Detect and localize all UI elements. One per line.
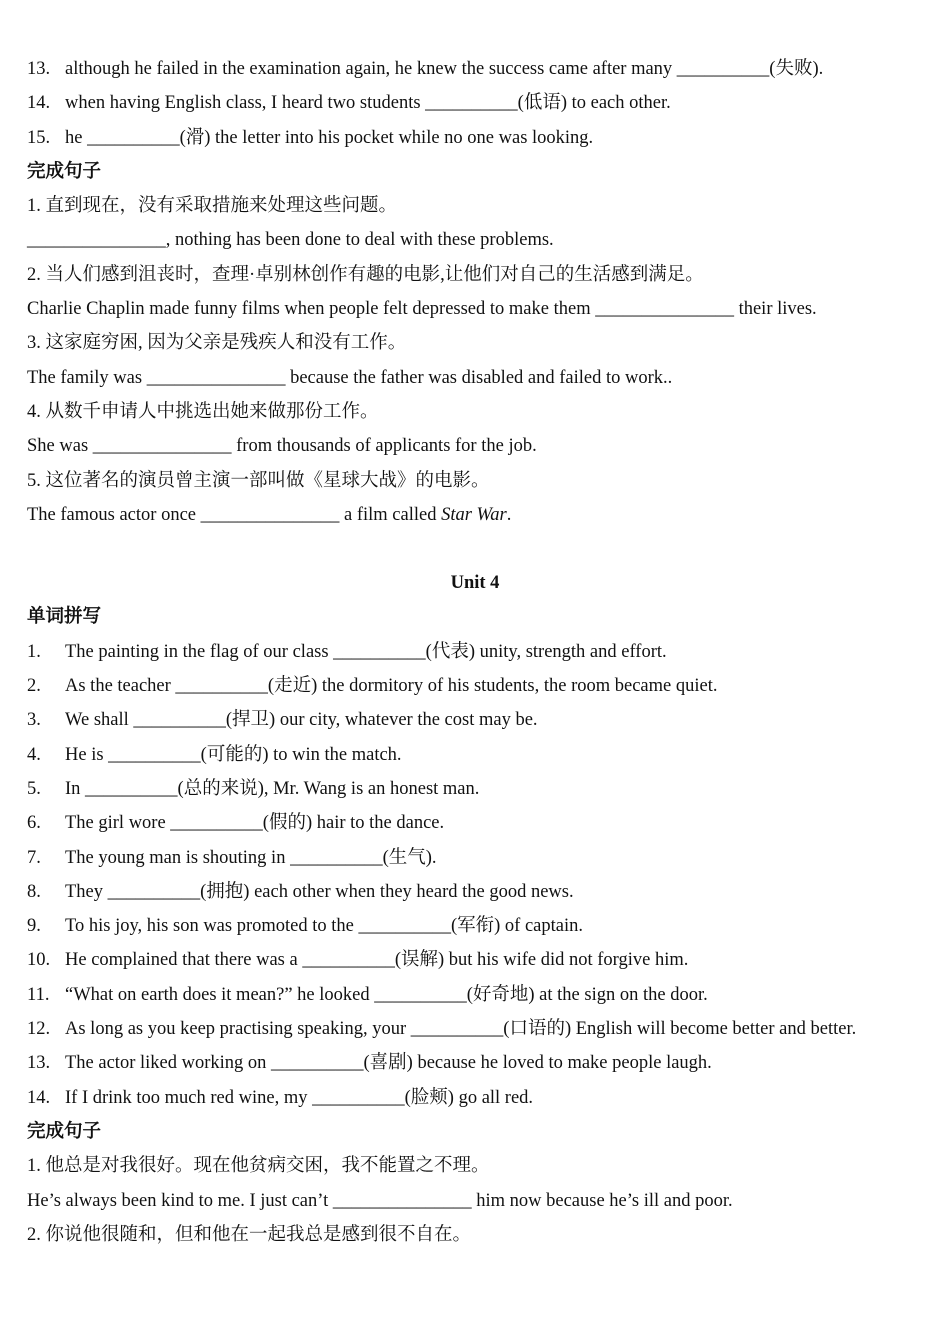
sentence-english: Charlie Chaplin made funny films when people felt depressed to make them _______________ their lives. [27, 299, 817, 320]
item-text: The painting in the flag of our class __________(代表) unity, strength and effort. [65, 641, 667, 662]
item-text: “What on earth does it mean?” he looked __________(好奇地) at the sign on the door. [65, 984, 708, 1005]
exercise-item [27, 52, 923, 86]
film-title: Star War [441, 504, 507, 525]
item-text: As the teacher __________(走近) the dormitory of his students, the room became quiet. [65, 676, 718, 697]
exercise-item [27, 1012, 923, 1046]
item-number: 15. [27, 127, 51, 148]
item-text: To his joy, his son was promoted to the __________(军衔) of captain. [65, 916, 584, 937]
exercise-item [27, 669, 923, 703]
exercise-item [27, 943, 923, 977]
unit-title: Unit 4 [450, 573, 500, 594]
item-number: 10. [27, 950, 51, 971]
item-number: 13. [27, 59, 51, 79]
item-number: 7. [27, 847, 41, 868]
sentence-english-prefix: The famous actor once _______________ a film called [27, 504, 442, 525]
exercise-item [27, 86, 923, 120]
item-text: As long as you keep practising speaking, your __________(口语的) English will become better and better. [65, 1019, 857, 1040]
item-text: The girl wore __________(假的) hair to the dance. [65, 813, 445, 834]
exercise-item [27, 909, 923, 943]
sentence-chinese: 3. 这家庭穷困, 因为父亲是残疾人和没有工作。 [27, 333, 407, 354]
exercise-item [27, 1081, 923, 1115]
item-number: 12. [27, 1019, 51, 1040]
item-text: The actor liked working on __________(喜剧) because he loved to make people laugh. [65, 1053, 712, 1074]
item-text: The young man is shouting in __________(生气). [65, 847, 437, 868]
sentence-english [27, 498, 923, 532]
item-text: We shall __________(捍卫) our city, whatever the cost may be. [65, 710, 538, 731]
section-heading-complete-sentences: 完成句子 [27, 161, 102, 182]
section-heading-word-spelling: 单词拼写 [27, 607, 102, 628]
sentence-chinese: 1. 他总是对我很好。现在他贫病交困，我不能置之不理。 [27, 1156, 490, 1177]
item-text: He complained that there was a __________(误解) but his wife did not forgive him. [65, 950, 689, 971]
exercise-item [27, 738, 923, 772]
sentence-english-suffix: . [506, 504, 512, 525]
section-heading-complete-sentences: 完成句子 [27, 1121, 102, 1142]
item-text: he __________(滑) the letter into his pocket while no one was looking. [65, 127, 594, 148]
item-text: They __________(拥抱) each other when they heard the good news. [65, 881, 574, 902]
exercise-item [27, 121, 923, 155]
item-number: 9. [27, 916, 41, 937]
item-text: when having English class, I heard two students __________(低语) to each other. [65, 93, 671, 114]
item-text: In __________(总的来说), Mr. Wang is an honest man. [65, 778, 480, 799]
sentence-english: _______________, nothing has been done to deal with these problems. [27, 230, 554, 251]
sentence-english: The family was _______________ because the father was disabled and failed to work.. [27, 367, 673, 388]
exercise-item [27, 635, 923, 669]
sentence-english: She was _______________ from thousands of applicants for the job. [27, 436, 537, 457]
item-number: 5. [27, 778, 41, 799]
item-number: 3. [27, 710, 41, 731]
item-number: 13. [27, 1053, 51, 1074]
exercise-item [27, 772, 923, 806]
item-number: 14. [27, 93, 51, 114]
item-text: If I drink too much red wine, my __________(脸颊) go all red. [65, 1087, 534, 1108]
exercise-item [27, 806, 923, 840]
item-number: 4. [27, 744, 41, 765]
exercise-item [27, 703, 923, 737]
exercise-item [27, 875, 923, 909]
sentence-chinese: 2. 当人们感到沮丧时，查理·卓别林创作有趣的电影,让他们对自己的生活感到满足。 [27, 264, 704, 285]
exercise-item [27, 841, 923, 875]
item-number: 11. [27, 984, 50, 1005]
sentence-english: He’s always been kind to me. I just can’t _______________ him now because he’s ill and poor. [27, 1190, 733, 1211]
sentence-chinese: 2. 你说他很随和，但和他在一起我总是感到很不自在。 [27, 1224, 472, 1245]
item-number: 8. [27, 881, 41, 902]
sentence-chinese: 5. 这位著名的演员曾主演一部叫做《星球大战》的电影。 [27, 470, 490, 491]
sentence-chinese: 1. 直到现在，没有采取措施来处理这些问题。 [27, 196, 398, 217]
item-text: although he failed in the examination again, he knew the success came after many __________(失败). [65, 59, 824, 79]
item-text: He is __________(可能的) to win the match. [65, 744, 402, 765]
sentence-chinese: 4. 从数千申请人中挑选出她来做那份工作。 [27, 401, 379, 422]
item-number: 14. [27, 1087, 51, 1108]
item-number: 1. [27, 641, 41, 662]
item-number: 6. [27, 813, 41, 834]
item-number: 2. [27, 676, 41, 697]
exercise-item [27, 1046, 923, 1080]
exercise-item [27, 978, 923, 1012]
